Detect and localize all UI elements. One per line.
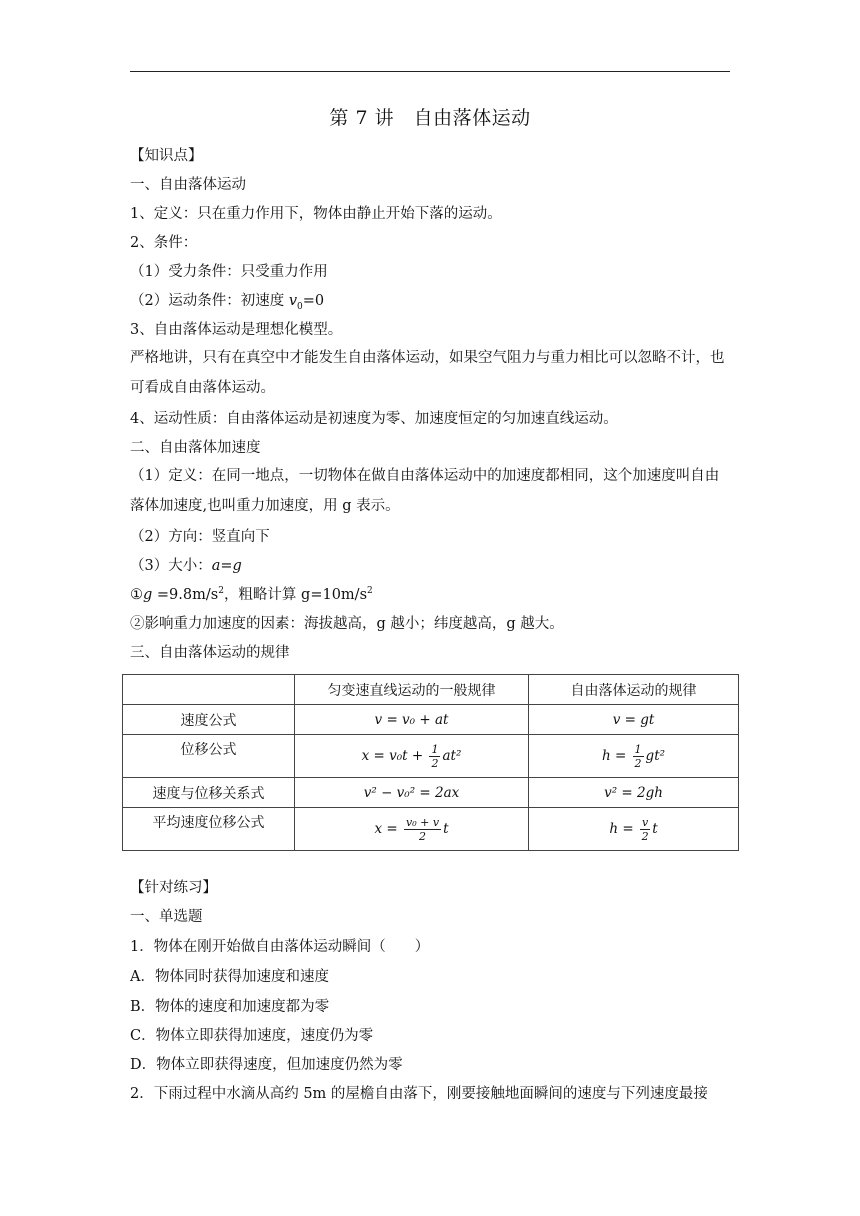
table-row: [123, 735, 739, 778]
g-value-line: [130, 585, 373, 605]
magnitude-prefix: （3）大小：: [130, 558, 212, 574]
formula-part: at²: [442, 747, 462, 764]
circle-one: ①: [130, 587, 143, 603]
definition-line: 1、定义：只在重力作用下，物体由静止开始下落的运动。: [130, 206, 502, 222]
header-rule: [130, 71, 730, 72]
formula-part: x = v₀t +: [361, 747, 428, 764]
row-label: 位移公式: [123, 735, 295, 778]
displacement-formula-general: [295, 735, 529, 778]
average-velocity-free: [529, 808, 739, 851]
option-a: A．物体同时获得加速度和速度: [130, 969, 329, 985]
formula-part: t: [652, 820, 658, 837]
velocity-formula-free: v = gt: [529, 705, 739, 735]
formula-part: t: [443, 820, 449, 837]
heading-free-fall: 一、自由落体运动: [130, 177, 246, 193]
page-title: 第 7 讲 自由落体运动: [329, 107, 531, 129]
g-factors-line: ②影响重力加速度的因素：海拔越高，g 越小；纬度越高，g 越大。: [130, 616, 564, 632]
velocity-formula-general: v = v₀ + at: [295, 705, 529, 735]
header-cell-empty: [123, 675, 295, 705]
option-c: C．物体立即获得加速度，速度仍为零: [130, 1028, 374, 1044]
g-value: =9.8m/s: [152, 587, 219, 603]
direction-line: （2）方向：竖直向下: [130, 529, 270, 545]
option-d: D．物体立即获得速度，但加速度仍然为零: [130, 1057, 403, 1073]
header-cell-free-fall: 自由落体运动的规律: [529, 675, 739, 705]
table-row: [123, 778, 739, 808]
section-knowledge: 【知识点】: [130, 148, 203, 164]
fraction: [640, 816, 650, 843]
motion-condition-line: [130, 291, 324, 311]
magnitude-formula: a=g: [211, 558, 242, 574]
g-sup: 2: [218, 586, 224, 597]
heading-single-choice: 一、单选题: [130, 909, 203, 925]
v-subscript: 0: [297, 301, 303, 312]
average-velocity-general: [295, 808, 529, 851]
fraction: [633, 743, 644, 770]
acceleration-definition: （1）定义：在同一地点，一切物体在做自由落体运动中的加速度都相同，这个加速度叫自由落体加速度,也叫重力加速度，用 g 表示。: [130, 468, 720, 514]
g-symbol: g: [143, 587, 153, 603]
numerator: 1: [431, 742, 439, 756]
motion-condition-prefix: （2）运动条件：初速度: [130, 293, 289, 309]
condition-line: 2、条件：: [130, 235, 198, 251]
heading-acceleration: 二、自由落体加速度: [130, 440, 261, 456]
table-row: [123, 808, 739, 851]
formula-part: gt²: [645, 747, 666, 764]
question-2: 2．下雨过程中水滴从高约 5m 的屋檐自由落下，刚要接触地面瞬间的速度与下列速度最接: [130, 1086, 708, 1102]
denominator: 2: [634, 756, 642, 770]
row-label: 速度与位移关系式: [123, 778, 295, 808]
g-approx: ，粗略计算 g=10m/s: [223, 587, 368, 603]
fraction: [404, 816, 441, 843]
velocity-displacement-general: v² − v₀² = 2ax: [295, 778, 529, 808]
section-practice: 【针对练习】: [130, 880, 217, 896]
question-1: 1．物体在刚开始做自由落体运动瞬间（ ）: [130, 939, 430, 955]
force-condition-line: （1）受力条件：只受重力作用: [130, 264, 328, 280]
fraction: [429, 743, 440, 770]
numerator: 1: [634, 742, 642, 756]
displacement-formula-free: [529, 735, 739, 778]
g-sup-2: 2: [367, 586, 373, 597]
header-cell-general: 匀变速直线运动的一般规律: [295, 675, 529, 705]
table-row: [123, 705, 739, 735]
option-b: B．物体的速度和加速度都为零: [130, 999, 330, 1015]
motion-condition-suffix: =0: [302, 293, 325, 309]
formula-part: h =: [601, 747, 631, 764]
row-label: 速度公式: [123, 705, 295, 735]
formula-part: x =: [374, 820, 402, 837]
vacuum-paragraph: 严格地讲，只有在真空中才能发生自由落体运动，如果空气阻力与重力相比可以忽略不计，也可看成自由落体运动。: [130, 350, 725, 396]
denominator: 2: [419, 829, 427, 843]
motion-nature-line: 4、运动性质：自由落体运动是初速度为零、加速度恒定的匀加速直线运动。: [130, 411, 618, 427]
denominator: 2: [641, 829, 649, 843]
numerator: v: [641, 815, 649, 829]
v-symbol: v: [288, 293, 298, 309]
formula-part: h =: [609, 820, 638, 837]
velocity-displacement-free: v² = 2gh: [529, 778, 739, 808]
heading-laws: 三、自由落体运动的规律: [130, 645, 290, 661]
laws-table: [122, 674, 739, 851]
denominator: 2: [431, 756, 439, 770]
table-header-row: [123, 675, 739, 705]
ideal-model-line: 3、自由落体运动是理想化模型。: [130, 322, 343, 338]
row-label: 平均速度位移公式: [123, 808, 295, 851]
magnitude-line: [130, 556, 242, 576]
numerator: v₀ + v: [406, 815, 440, 829]
